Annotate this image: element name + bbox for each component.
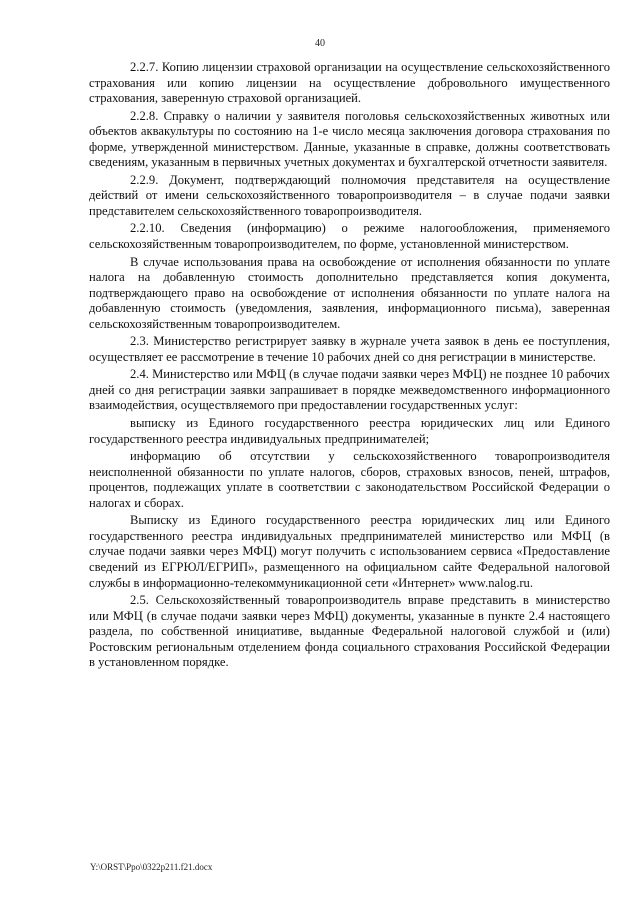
footer-file-path: Y:\ORST\Ppo\0322p211.f21.docx [90, 862, 213, 872]
page-number: 40 [315, 38, 325, 49]
paragraph-egrul-service: Выписку из Единого государственного реестра юридических лиц или Единого государственного реестра индивидуальных предпринимателей министерство или МФЦ (в случае подачи заявки через МФЦ) могут получить с использованием сервиса «Предоставление сведений из ЕГРЮЛ/ЕГРИП», размещенного на официальном сайте Федеральной налоговой службы в информационно-телекоммуникационной сети «Интернет» www.nalog.ru. [89, 513, 610, 590]
paragraph-tax-info: информацию об отсутствии у сельскохозяйственного товаропроизводителя неисполненной обязанности по уплате налогов, сборов, страховых взносов, пеней, штрафов, процентов, подлежащих уплате в соответствии с законодательством Российской Федерации о налогах и сборах. [89, 449, 610, 510]
paragraph-2-2-8: 2.2.8. Справку о наличии у заявителя поголовья сельскохозяйственных животных или объектов аквакультуры по состоянию на 1-е число месяца заключения договора страхования по форме, утвержденной министерством. Данные, указанные в справке, должны соответствовать сведениям, указанным в первичных учетных документах и бухгалтерской отчетности заявителя. [89, 108, 610, 170]
paragraph-vat-exemption: В случае использования права на освобождение от исполнения обязанности по уплате налога на добавленную стоимость дополнительно представляется копия документа, подтверждающего право на освобождение от исполнения обязанности по уплате налога на добавленную стоимость (уведомления, заявления, информационного письма), заверенная сельскохозяйственным товаропроизводителем. [89, 254, 610, 331]
paragraph-2-4: 2.4. Министерство или МФЦ (в случае подачи заявки через МФЦ) не позднее 10 рабочих дней со дня регистрации заявки запрашивает в порядке межведомственного информационного взаимодействия, осуществляемого при предоставлении государственных услуг: [89, 367, 610, 413]
paragraph-2-2-10: 2.2.10. Сведения (информацию) о режиме налогообложения, применяемого сельскохозяйственным товаропроизводителем, по форме, установленной министерством. [89, 221, 610, 252]
paragraph-2-3: 2.3. Министерство регистрирует заявку в журнале учета заявок в день ее поступления, осуществляет ее рассмотрение в течение 10 рабочих дней со дня регистрации в министерстве. [89, 334, 610, 364]
document-body [89, 60, 610, 671]
paragraph-2-2-9: 2.2.9. Документ, подтверждающий полномочия представителя на осуществление действий от имени сельскохозяйственного товаропроизводителя – в случае подачи заявки представителем сельскохозяйственного товаропроизводителя. [89, 172, 610, 218]
paragraph-egrul-extract: выписку из Единого государственного реестра юридических лиц или Единого государственного реестра индивидуальных предпринимателей; [89, 416, 610, 446]
paragraph-2-5: 2.5. Сельскохозяйственный товаропроизводитель вправе представить в министерство или МФЦ (в случае подачи заявки через МФЦ) документы, указанные в пункте 2.4 настоящего раздела, по собственной инициативе, выданные Федеральной налоговой службой и (или) Ростовским региональным отделением фонда социального страхования Российской Федерации в установленном порядке. [89, 593, 610, 670]
paragraph-2-2-7: 2.2.7. Копию лицензии страховой организации на осуществление сельскохозяйственного страхования или копию лицензии на осуществление добровольного имущественного страхования, заверенную страховой организацией. [89, 60, 610, 106]
